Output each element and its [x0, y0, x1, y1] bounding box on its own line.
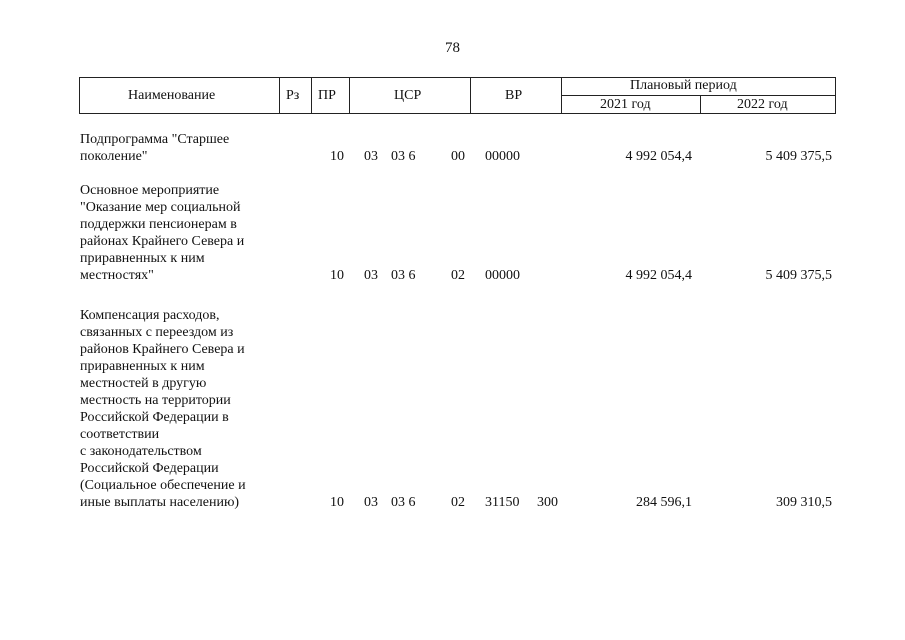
row-amount-2022: 5 409 375,5 [765, 149, 832, 164]
row-name-line: Основное мероприятие [80, 183, 220, 198]
header-period-divider [561, 95, 836, 96]
row-name [80, 307, 280, 511]
row-name-line: иные выплаты населению) [80, 495, 240, 510]
header-rz: Рз [286, 88, 300, 103]
header-year-2021: 2021 год [600, 97, 651, 112]
header-vline [349, 77, 350, 114]
row-name [80, 131, 280, 165]
row-name-line: (Социальное обеспечение и [80, 478, 246, 493]
row-rz: 10 [330, 495, 344, 510]
row-name-line: местностей в другую [80, 376, 207, 391]
row-pr: 03 [364, 495, 378, 510]
row-amount-2021: 4 992 054,4 [625, 149, 692, 164]
row-rz: 10 [330, 268, 344, 283]
header-vline [470, 77, 471, 114]
row-csr-event: 02 [451, 268, 465, 283]
row-csr-program: 03 6 [391, 495, 416, 510]
row-csr-program: 03 6 [391, 149, 416, 164]
row-name-line: приравненных к ним [80, 251, 205, 266]
page-number: 78 [445, 40, 460, 56]
row-csr-direction: 31150 [485, 495, 520, 510]
row-name [80, 182, 280, 284]
row-pr: 03 [364, 149, 378, 164]
row-name-line: "Оказание мер социальной [80, 200, 241, 215]
row-name-line: Российской Федерации [80, 461, 219, 476]
header-year-2022: 2022 год [737, 97, 788, 112]
header-planning-period: Плановый период [630, 78, 737, 93]
header-vline [700, 95, 701, 114]
header-vline [835, 77, 836, 114]
row-vr: 300 [537, 495, 558, 510]
row-name-line: районов Крайнего Севера и [80, 342, 245, 357]
row-amount-2021: 284 596,1 [636, 495, 692, 510]
header-csr: ЦСР [394, 88, 422, 103]
row-name-line: с законодательством [80, 444, 202, 459]
row-csr-event: 02 [451, 495, 465, 510]
header-vline [79, 77, 80, 114]
row-name-line: соответствии [80, 427, 160, 442]
header-pr: ПР [318, 88, 336, 103]
header-bottom-border [79, 113, 836, 114]
row-amount-2022: 5 409 375,5 [765, 268, 832, 283]
header-vline [311, 77, 312, 114]
row-csr-program: 03 6 [391, 268, 416, 283]
row-csr-event: 00 [451, 149, 465, 164]
row-name-line: поддержки пенсионерам в [80, 217, 237, 232]
row-rz: 10 [330, 149, 344, 164]
row-name-line: Компенсация расходов, [80, 308, 220, 323]
header-vline [279, 77, 280, 114]
row-csr-direction: 00000 [485, 268, 520, 283]
row-name-line: приравненных к ним [80, 359, 205, 374]
row-name-line: поколение" [80, 149, 148, 164]
row-name-line: местность на территории [80, 393, 231, 408]
header-vline [561, 77, 562, 114]
row-amount-2022: 309 310,5 [776, 495, 832, 510]
row-name-line: Российской Федерации в [80, 410, 229, 425]
row-csr-direction: 00000 [485, 149, 520, 164]
row-name-line: местностях" [80, 268, 154, 283]
row-pr: 03 [364, 268, 378, 283]
row-name-line: связанных с переездом из [80, 325, 234, 340]
header-name: Наименование [128, 88, 216, 103]
header-vr: ВР [505, 88, 523, 103]
row-name-line: Подпрограмма "Старшее [80, 132, 230, 147]
row-amount-2021: 4 992 054,4 [625, 268, 692, 283]
row-name-line: районах Крайнего Севера и [80, 234, 245, 249]
